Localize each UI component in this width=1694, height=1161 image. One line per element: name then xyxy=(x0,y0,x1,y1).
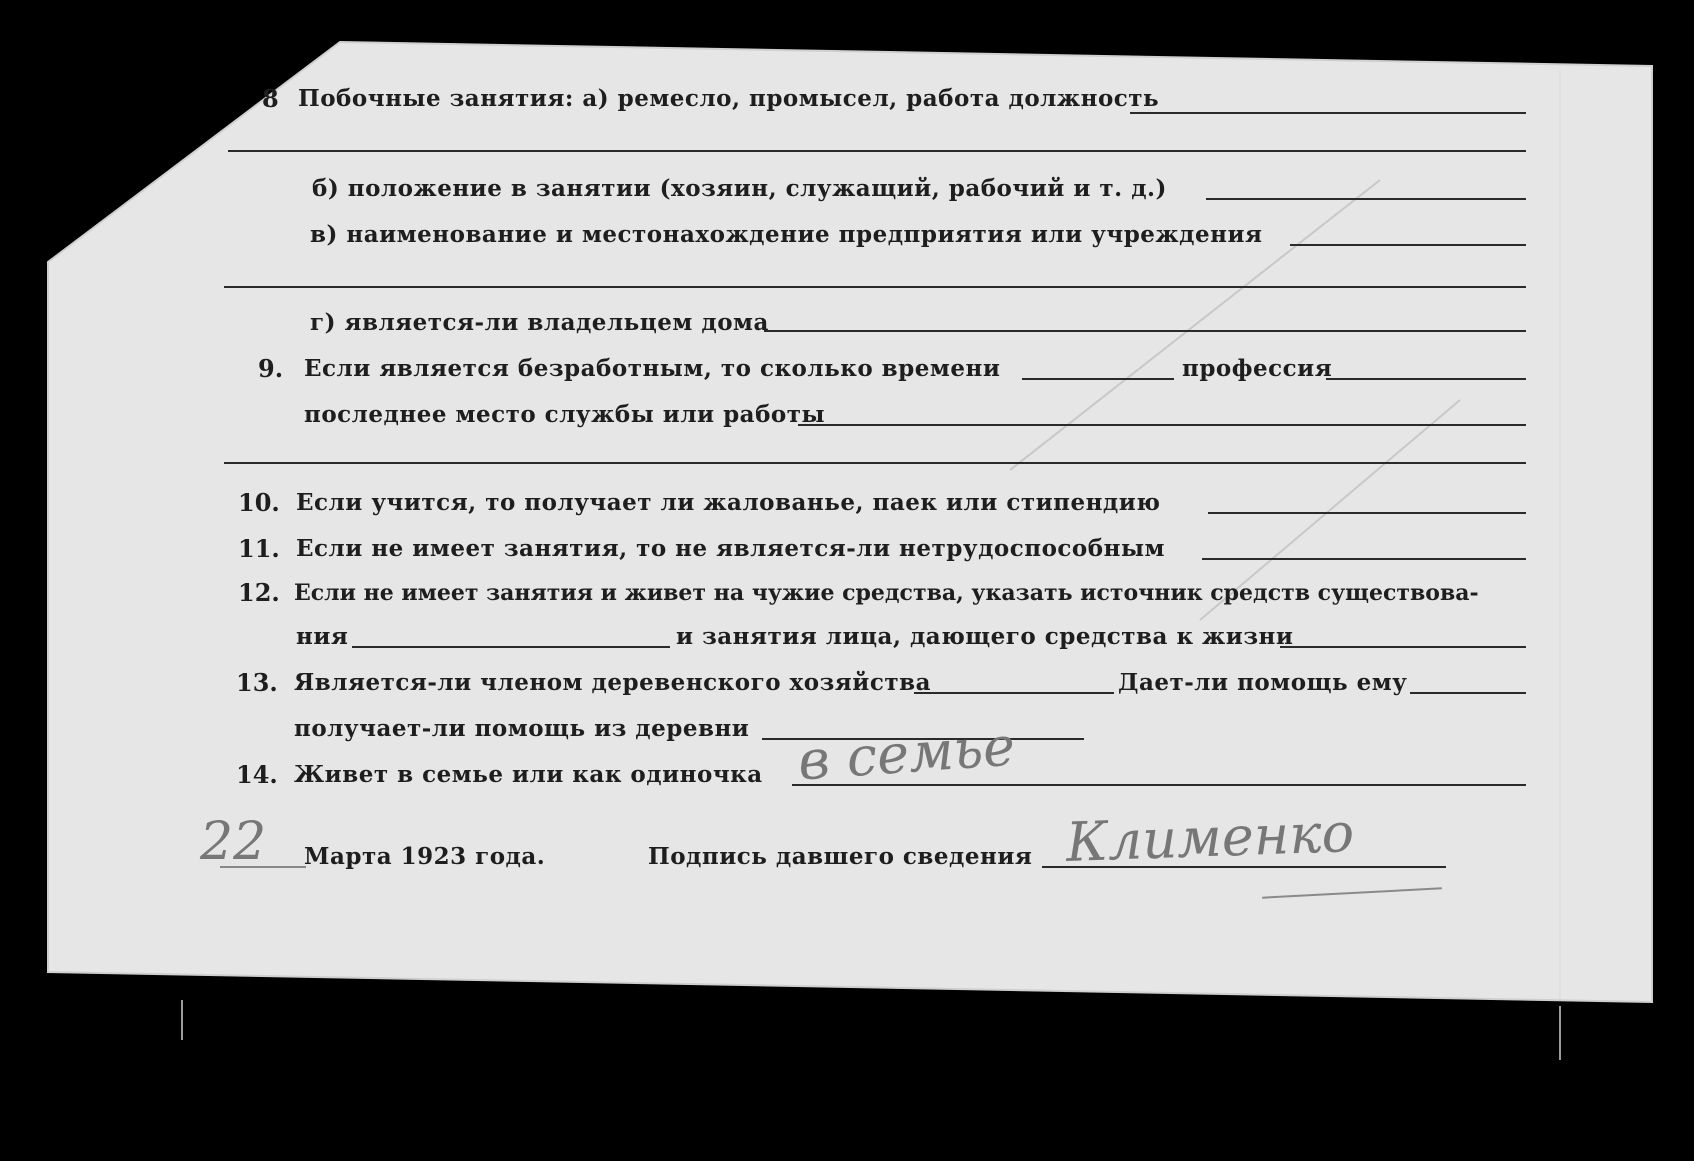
item13b-label: получает-ли помощь из деревни xyxy=(294,715,750,742)
fill-line[interactable] xyxy=(764,330,1526,332)
item12a-label: Если не имеет занятия и живет на чужие средства, указать источник средств существова- xyxy=(294,580,1479,606)
fill-line[interactable] xyxy=(1290,244,1526,246)
handwritten-family-answer: в семье xyxy=(796,714,1017,793)
item-number: 9. xyxy=(258,354,284,383)
item-number: 12. xyxy=(238,578,280,607)
item12b-start-label: ния xyxy=(296,623,349,650)
item-number: 10. xyxy=(238,488,280,517)
fill-line[interactable] xyxy=(1206,198,1526,200)
item9a-label: Если является безработным, то сколько времени xyxy=(304,355,1001,382)
fill-line[interactable] xyxy=(914,692,1114,694)
signature-label: Подпись давшего сведения xyxy=(648,843,1033,870)
item11-label: Если не имеет занятия, то не является-ли нетрудоспособным xyxy=(296,535,1165,562)
item-number: 8 xyxy=(262,84,279,113)
fill-line[interactable] xyxy=(1208,512,1526,514)
item8b-label: б) положение в занятии (хозяин, служащий, рабочий и т. д.) xyxy=(312,175,1167,202)
item-number: 14. xyxy=(236,760,278,789)
item13a-label: Является-ли членом деревенского хозяйства xyxy=(294,669,931,696)
item10-label: Если учится, то получает ли жалованье, паек или стипендию xyxy=(296,489,1161,516)
item14-label: Живет в семье или как одиночка xyxy=(294,761,763,788)
date-line xyxy=(220,866,306,868)
item8g-label: г) является-ли владельцем дома xyxy=(310,309,769,336)
item-number: 13. xyxy=(236,668,278,697)
handwritten-day: 22 xyxy=(200,812,267,872)
date-month-label: Марта 1923 года. xyxy=(304,843,546,870)
item9-profession-label: профессия xyxy=(1182,355,1333,382)
fill-line[interactable] xyxy=(1326,378,1526,380)
fill-line[interactable] xyxy=(798,424,1526,426)
item9b-label: последнее место службы или работы xyxy=(304,401,826,428)
item8a-label: Побочные занятия: а) ремесло, промысел, работа должность xyxy=(298,85,1160,112)
handwritten-signature: Клименко xyxy=(1064,800,1356,875)
fill-line[interactable] xyxy=(1130,112,1526,114)
fill-line[interactable] xyxy=(1280,646,1526,648)
fill-line[interactable] xyxy=(224,462,1526,464)
item12b-end-label: и занятия лица, дающего средства к жизни xyxy=(676,623,1294,650)
fill-line[interactable] xyxy=(228,150,1526,152)
item-number: 11. xyxy=(238,534,280,563)
fill-line[interactable] xyxy=(224,286,1526,288)
fill-line[interactable] xyxy=(352,646,670,648)
fill-line[interactable] xyxy=(1022,378,1174,380)
item8v-label: в) наименование и местонахождение предприятия или учреждения xyxy=(310,221,1263,248)
fill-line[interactable] xyxy=(1202,558,1526,560)
fill-line[interactable] xyxy=(1410,692,1526,694)
item13-help-label: Дает-ли помощь ему xyxy=(1118,669,1408,696)
